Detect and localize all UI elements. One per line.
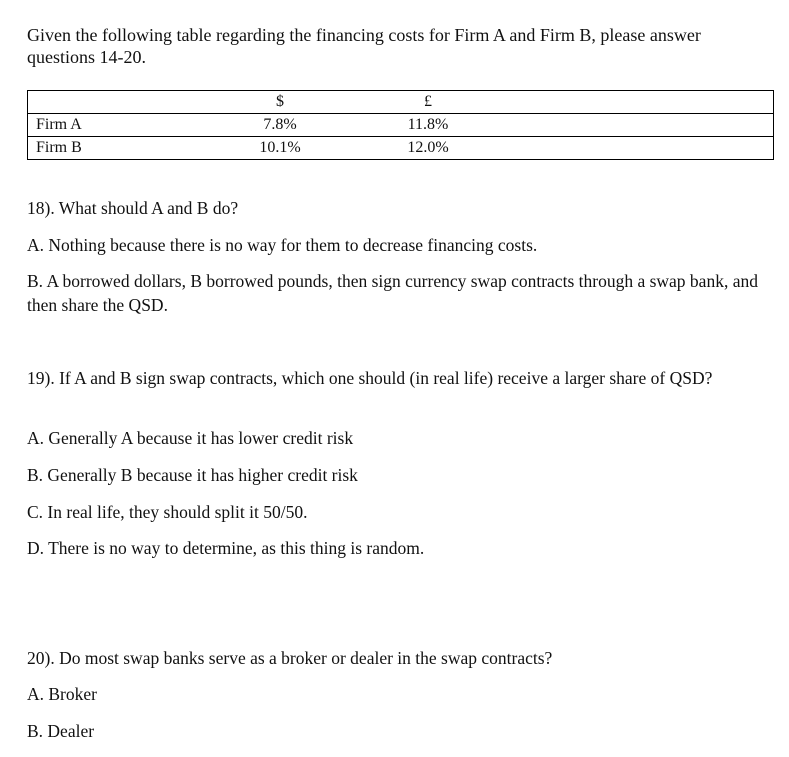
question-18-option-a: A. Nothing because there is no way for them to decrease financing costs. <box>27 235 538 255</box>
dollar-rate-cell: 10.1% <box>206 137 354 160</box>
table-row <box>28 137 774 160</box>
table-row <box>28 114 774 137</box>
pound-rate-cell: 11.8% <box>354 114 502 137</box>
question-20-option-a: A. Broker <box>27 684 97 704</box>
header-cell-dollar: $ <box>206 91 354 114</box>
question-19-option-b: B. Generally B because it has higher credit risk <box>27 465 358 485</box>
header-cell-pound: £ <box>354 91 502 114</box>
empty-cell <box>502 137 774 160</box>
question-19-option-a: A. Generally A because it has lower credit risk <box>27 428 354 448</box>
question-19-prompt: 19). If A and B sign swap contracts, which one should (in real life) receive a larger share of QSD? <box>27 368 713 388</box>
firm-name-cell: Firm B <box>28 137 207 160</box>
header-cell-firm <box>28 91 207 114</box>
question-18-prompt: 18). What should A and B do? <box>27 198 239 218</box>
empty-cell <box>502 114 774 137</box>
question-19-option-c: C. In real life, they should split it 50/50. <box>27 502 308 522</box>
pound-rate-cell: 12.0% <box>354 137 502 160</box>
financing-cost-table <box>27 90 774 160</box>
question-19-option-d: D. There is no way to determine, as this thing is random. <box>27 538 425 558</box>
intro-text: Given the following table regarding the financing costs for Firm A and Firm B, please answer questions 14-20. <box>27 25 701 67</box>
question-20-option-b: B. Dealer <box>27 721 95 741</box>
question-18-option-b: B. A borrowed dollars, B borrowed pounds, then sign currency swap contracts through a swap bank, and then share the QSD. <box>27 271 758 315</box>
header-cell-empty <box>502 91 774 114</box>
dollar-rate-cell: 7.8% <box>206 114 354 137</box>
firm-name-cell: Firm A <box>28 114 207 137</box>
question-20-prompt: 20). Do most swap banks serve as a broker or dealer in the swap contracts? <box>27 648 553 668</box>
table-header-row <box>28 91 774 114</box>
